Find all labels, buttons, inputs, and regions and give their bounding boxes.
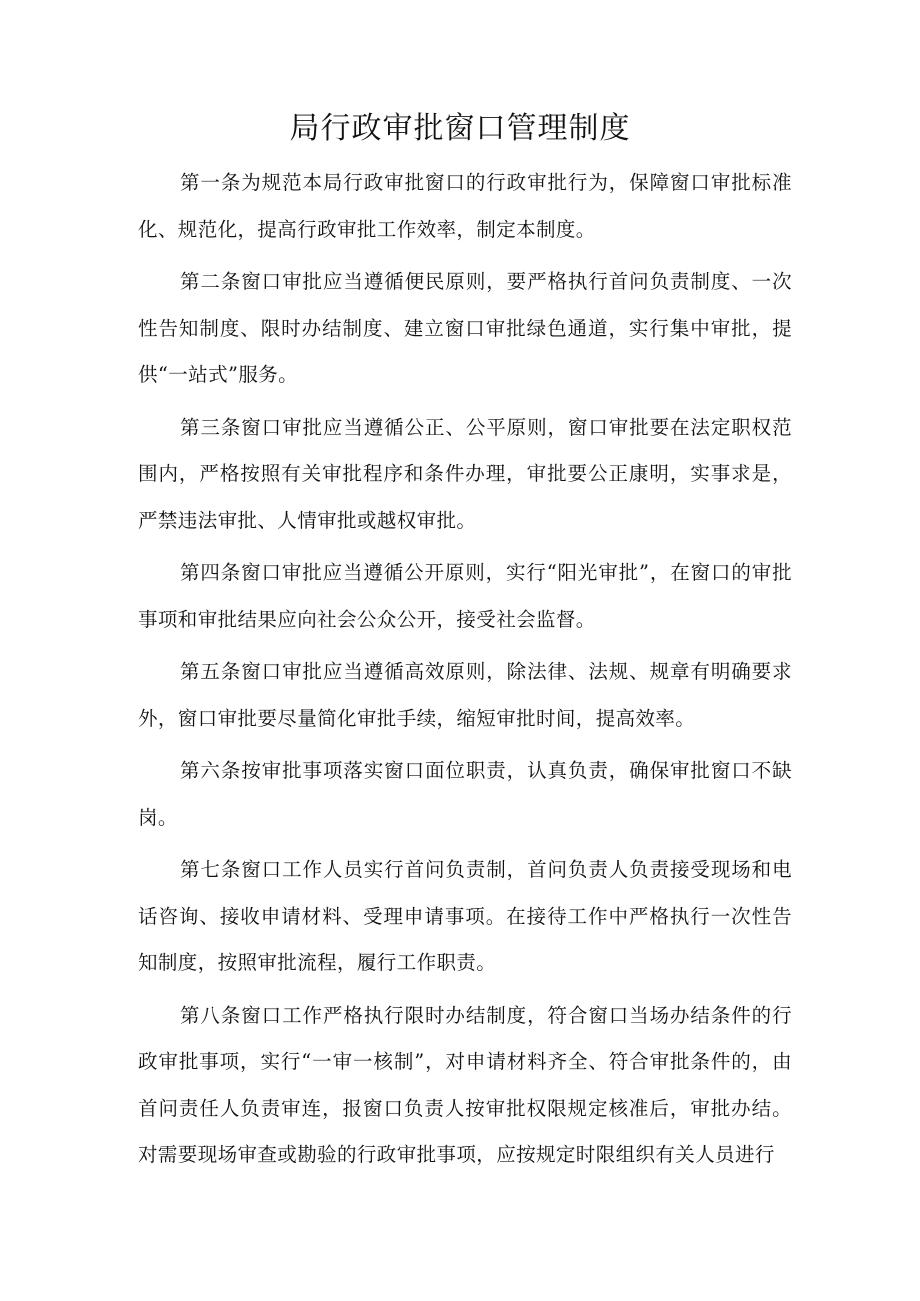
document-body: [138, 160, 792, 1185]
article-7-paragraph: 第七条窗口工作人员实行首问负责制，首问负责人负责接受现场和电话咨询、接收申请材料、受理申请事项。在接待工作中严格执行一次性告知制度，按照审批流程，履行工作职责。: [138, 858, 792, 974]
article-5-paragraph: 第五条窗口审批应当遵循高效原则，除法律、法规、规章有明确要求外，窗口审批要尽量简化审批手续，缩短审批时间，提高效率。: [138, 660, 792, 730]
document-title: 局行政审批窗口管理制度: [289, 111, 631, 146]
article-1-paragraph: 第一条为规范本局行政审批窗口的行政审批行为，保障窗口审批标准化、规范化，提高行政审批工作效率，制定本制度。: [138, 171, 792, 241]
article-3-paragraph: 第三条窗口审批应当遵循公正、公平原则，窗口审批要在法定职权范围内，严格按照有关审批程序和条件办理，审批要公正康明，实事求是，严禁违法审批、人情审批或越权审批。: [138, 415, 792, 532]
article-6-paragraph: 第六条按审批事项落实窗口面位职责，认真负责，确保审批窗口不缺岗。: [138, 759, 792, 829]
article-8-paragraph: 第八条窗口工作严格执行限时办结制度，符合窗口当场办结条件的行政审批事项，实行“一审一核制”，对申请材料齐全、符合审批条件的，由首问责任人负责审连，报窗口负责人按审批权限规定核准后，审批办结。对需要现场审查或勘验的行政审批事项，应按规定时限组织有关人员进行: [138, 1003, 792, 1166]
article-2-paragraph: 第二条窗口审批应当遵循便民原则，要严格执行首问负责制度、一次性告知制度、限时办结制度、建立窗口审批绿色通道，实行集中审批，提供“一站式”服务。: [138, 270, 792, 386]
article-4-paragraph: 第四条窗口审批应当遵循公开原则，实行“阳光审批”，在窗口的审批事项和审批结果应向社会公众公开，接受社会监督。: [138, 561, 792, 631]
